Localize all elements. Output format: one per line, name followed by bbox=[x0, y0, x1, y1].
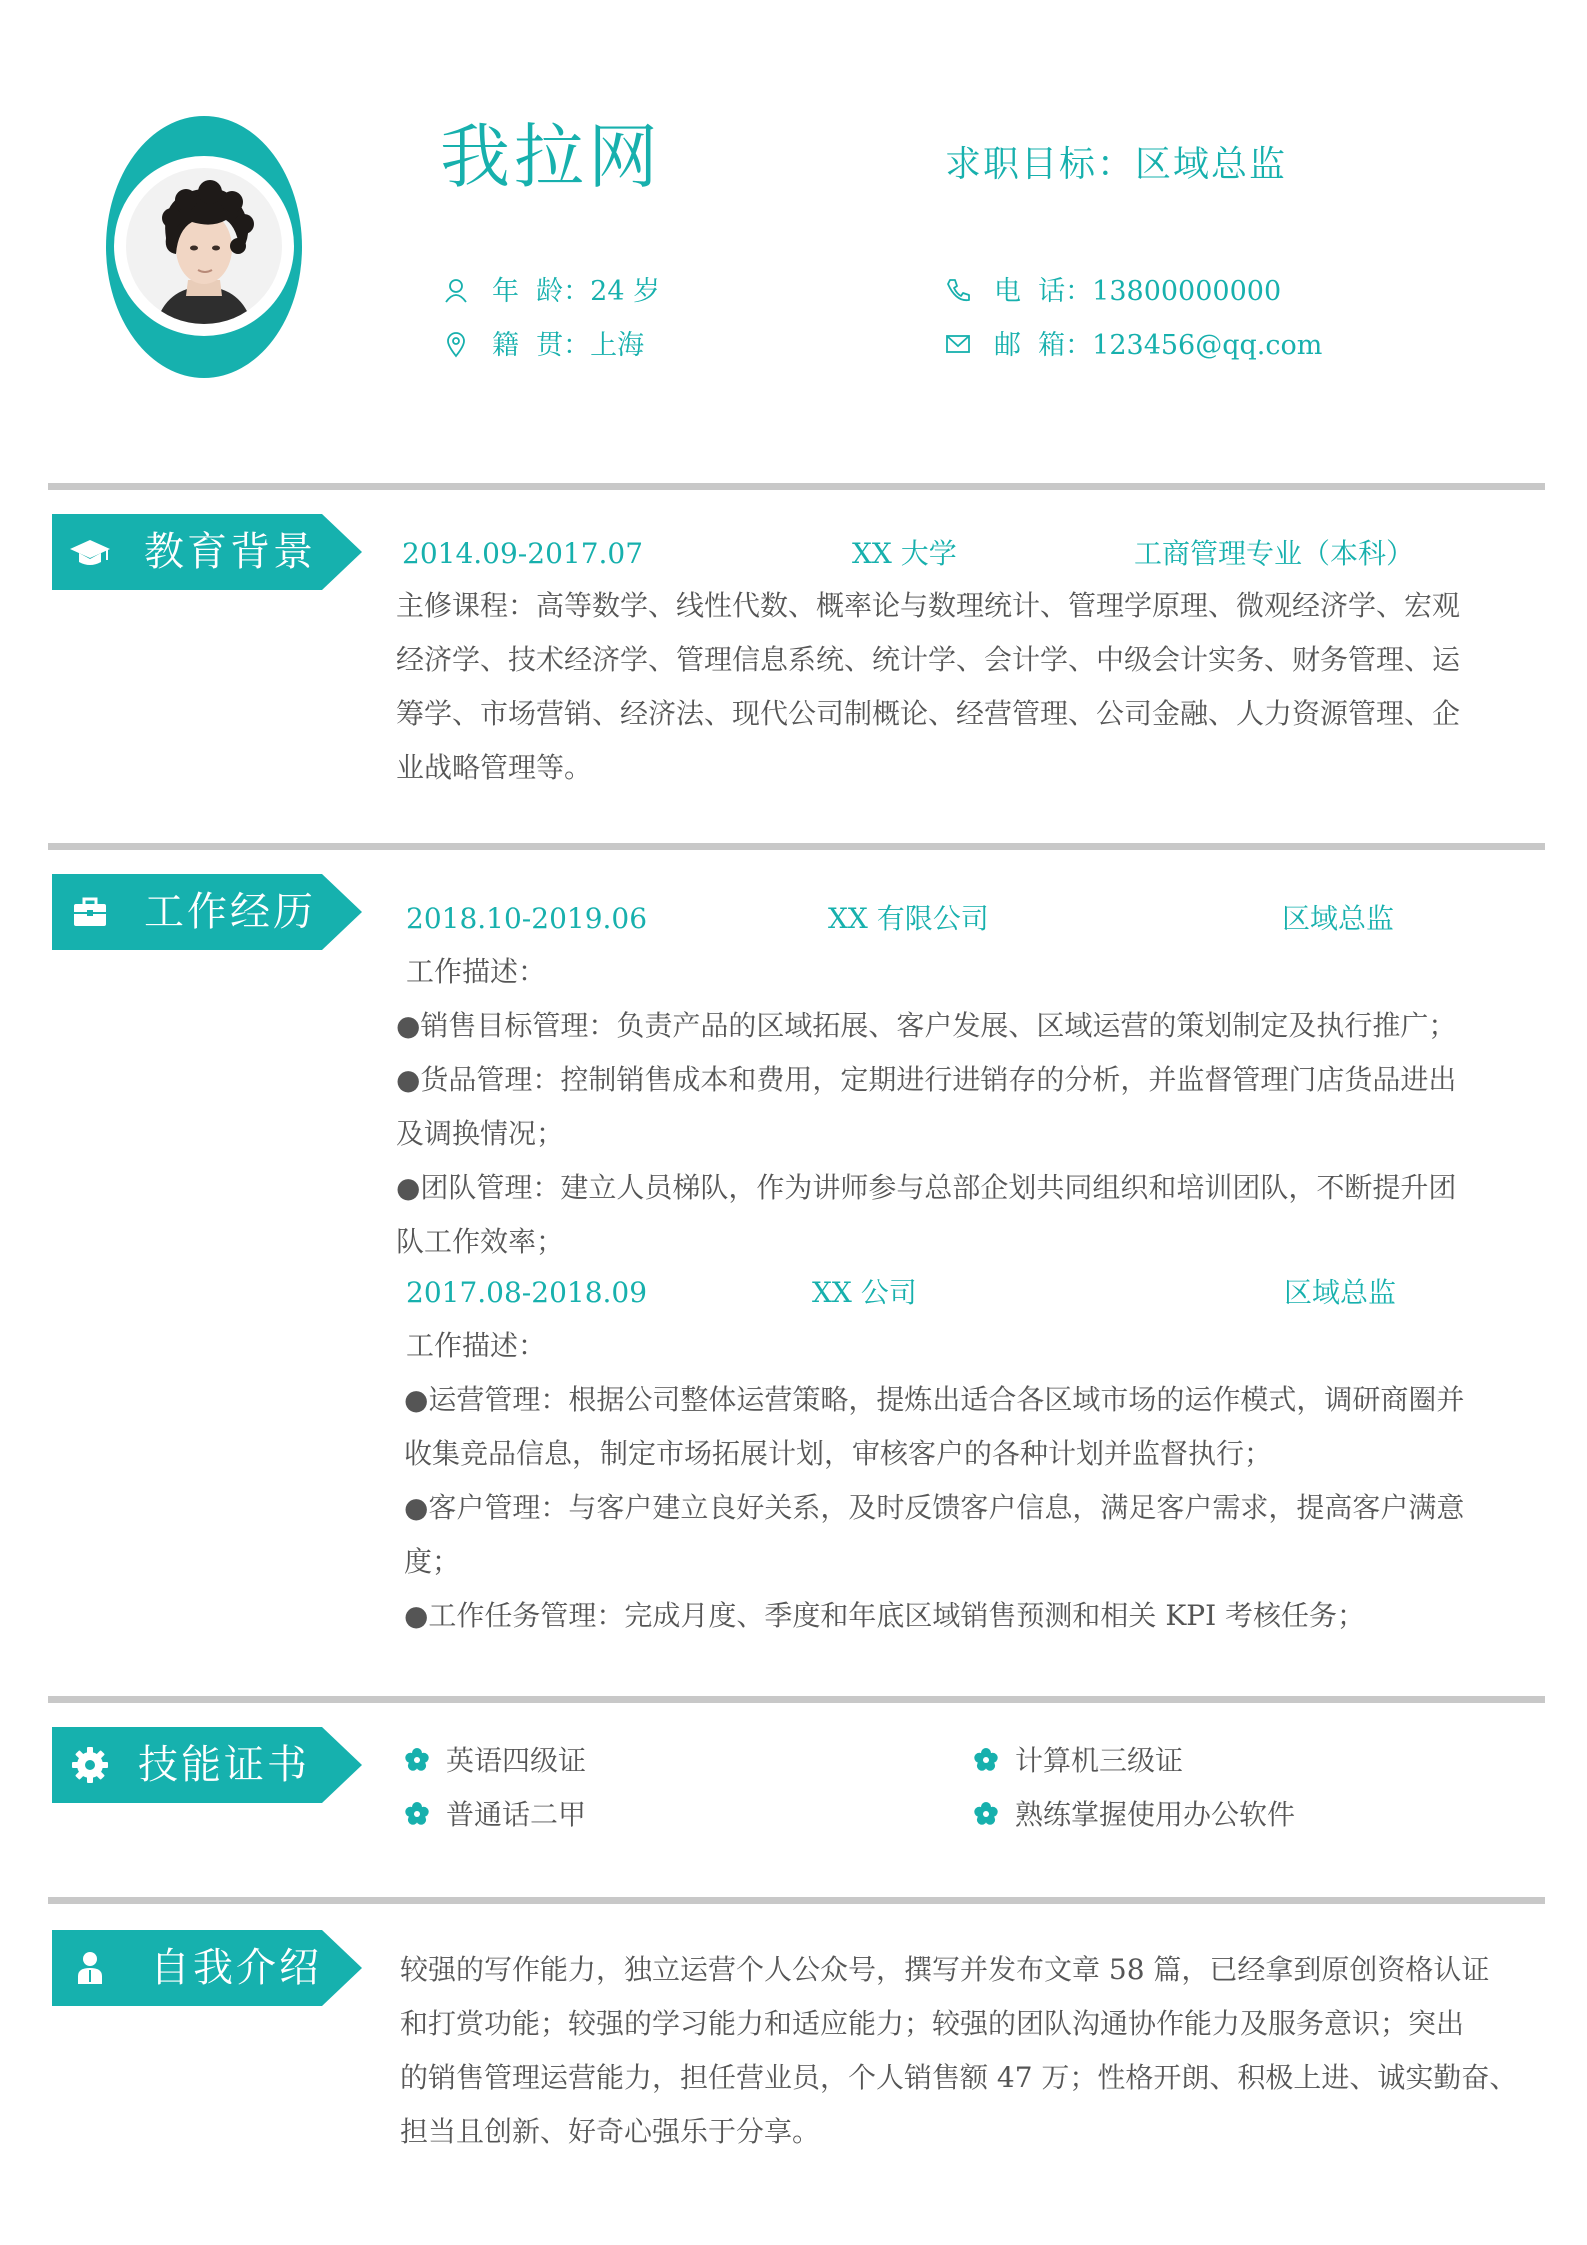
skill-item bbox=[973, 1734, 1183, 1788]
paragraph-line: ●运营管理：根据公司整体运营策略，提炼出适合各区域市场的运作模式，调研商圈并 bbox=[404, 1383, 1465, 1416]
paragraph-line: 度； bbox=[404, 1545, 461, 1578]
education-school: XX 大学 bbox=[852, 537, 957, 570]
section-divider bbox=[48, 1897, 1545, 1904]
work-banner bbox=[52, 874, 362, 950]
paragraph-line: 及调换情况； bbox=[396, 1117, 565, 1150]
paragraph-line: ●团队管理：建立人员梯队，作为讲师参与总部企划共同组织和培训团队，不断提升团 bbox=[396, 1171, 1457, 1204]
job-objective: 求职目标：区域总监 bbox=[945, 144, 1288, 185]
desc-label: 工作描述： bbox=[406, 955, 547, 988]
skill-label: 计算机三级证 bbox=[1015, 1744, 1184, 1777]
desc-label: 工作描述： bbox=[406, 1329, 547, 1362]
skill-label: 普通话二甲 bbox=[446, 1798, 587, 1831]
graduation-cap-icon bbox=[70, 532, 110, 572]
job-period: 2018.10-2019.06 bbox=[406, 902, 648, 935]
user-icon bbox=[442, 276, 470, 304]
flower-icon bbox=[973, 1801, 999, 1827]
section-title: 自我介绍 bbox=[150, 1945, 322, 1991]
education-courses bbox=[396, 579, 1460, 795]
section-title: 工作经历 bbox=[144, 889, 316, 935]
phone-text: 电 话：13800000000 bbox=[994, 276, 1282, 307]
job-company: XX 公司 bbox=[812, 1276, 917, 1309]
job-role: 区域总监 bbox=[1282, 902, 1395, 935]
email-row bbox=[944, 326, 1322, 366]
about-banner bbox=[52, 1930, 362, 2006]
paragraph-line: ●货品管理：控制销售成本和费用，定期进行进销存的分析，并监督管理门店货品进出 bbox=[396, 1063, 1457, 1096]
job-role: 区域总监 bbox=[1284, 1276, 1397, 1309]
person-icon bbox=[70, 1948, 110, 1988]
briefcase-icon bbox=[70, 892, 110, 932]
paragraph-line: 业战略管理等。 bbox=[396, 751, 593, 784]
mail-icon bbox=[944, 330, 972, 358]
skills-banner bbox=[52, 1727, 362, 1803]
hometown-text: 籍 贯：上海 bbox=[492, 330, 645, 361]
email-text: 邮 箱：123456@qq.com bbox=[994, 330, 1323, 361]
candidate-name: 我拉网 bbox=[440, 116, 662, 198]
location-icon bbox=[442, 330, 470, 358]
skill-label: 英语四级证 bbox=[446, 1744, 587, 1777]
paragraph-line: 经济学、技术经济学、管理信息系统、统计学、会计学、中级会计实务、财务管理、运 bbox=[396, 643, 1461, 676]
hometown-row bbox=[442, 326, 644, 366]
job-period: 2017.08-2018.09 bbox=[406, 1276, 648, 1309]
paragraph-line: 收集竞品信息，制定市场拓展计划，审核客户的各种计划并监督执行； bbox=[404, 1437, 1273, 1470]
paragraph-line: ●客户管理：与客户建立良好关系，及时反馈客户信息，满足客户需求，提高客户满意 bbox=[404, 1491, 1465, 1524]
paragraph-line: 筹学、市场营销、经济法、现代公司制概论、经营管理、公司金融、人力资源管理、企 bbox=[396, 697, 1461, 730]
section-divider bbox=[48, 843, 1545, 850]
job-description bbox=[404, 1319, 1464, 1643]
section-divider bbox=[48, 1696, 1545, 1703]
flower-icon bbox=[404, 1747, 430, 1773]
flower-icon bbox=[404, 1801, 430, 1827]
skill-item bbox=[404, 1788, 586, 1842]
skill-item bbox=[973, 1788, 1295, 1842]
self-introduction bbox=[400, 1943, 1517, 2159]
flower-icon bbox=[973, 1747, 999, 1773]
phone-row bbox=[944, 272, 1281, 312]
skill-label: 熟练掌握使用办公软件 bbox=[1015, 1798, 1296, 1831]
job-description bbox=[396, 945, 1456, 1269]
education-period: 2014.09-2017.07 bbox=[402, 537, 644, 570]
age-text: 年 龄：24 岁 bbox=[492, 276, 661, 307]
paragraph-line: 和打赏功能；较强的学习能力和适应能力；较强的团队沟通协作能力及服务意识；突出 bbox=[400, 2007, 1465, 2040]
paragraph-line: 的销售管理运营能力，担任营业员，个人销售额 47 万；性格开朗、积极上进、诚实勤奋、 bbox=[400, 2061, 1518, 2094]
paragraph-line: ●销售目标管理：负责产品的区域拓展、客户发展、区域运营的策划制定及执行推广； bbox=[396, 1009, 1457, 1042]
section-divider bbox=[48, 483, 1545, 490]
education-major: 工商管理专业（本科） bbox=[1134, 537, 1415, 570]
paragraph-line: 队工作效率； bbox=[396, 1225, 565, 1258]
job-company: XX 有限公司 bbox=[828, 902, 989, 935]
education-banner bbox=[52, 514, 362, 590]
phone-icon bbox=[944, 276, 972, 304]
skill-item bbox=[404, 1734, 586, 1788]
section-title: 技能证书 bbox=[138, 1742, 310, 1788]
section-title: 教育背景 bbox=[144, 529, 316, 575]
paragraph-line: 较强的写作能力，独立运营个人公众号，撰写并发布文章 58 篇，已经拿到原创资格认证 bbox=[400, 1953, 1490, 1986]
avatar bbox=[126, 168, 282, 324]
paragraph-line: 担当且创新、好奇心强乐于分享。 bbox=[400, 2115, 821, 2148]
paragraph-line: ●工作任务管理：完成月度、季度和年底区域销售预测和相关 KPI 考核任务； bbox=[404, 1599, 1366, 1632]
age-row bbox=[442, 272, 660, 312]
paragraph-line: 主修课程：高等数学、线性代数、概率论与数理统计、管理学原理、微观经济学、宏观 bbox=[396, 589, 1461, 622]
gear-icon bbox=[70, 1745, 110, 1785]
